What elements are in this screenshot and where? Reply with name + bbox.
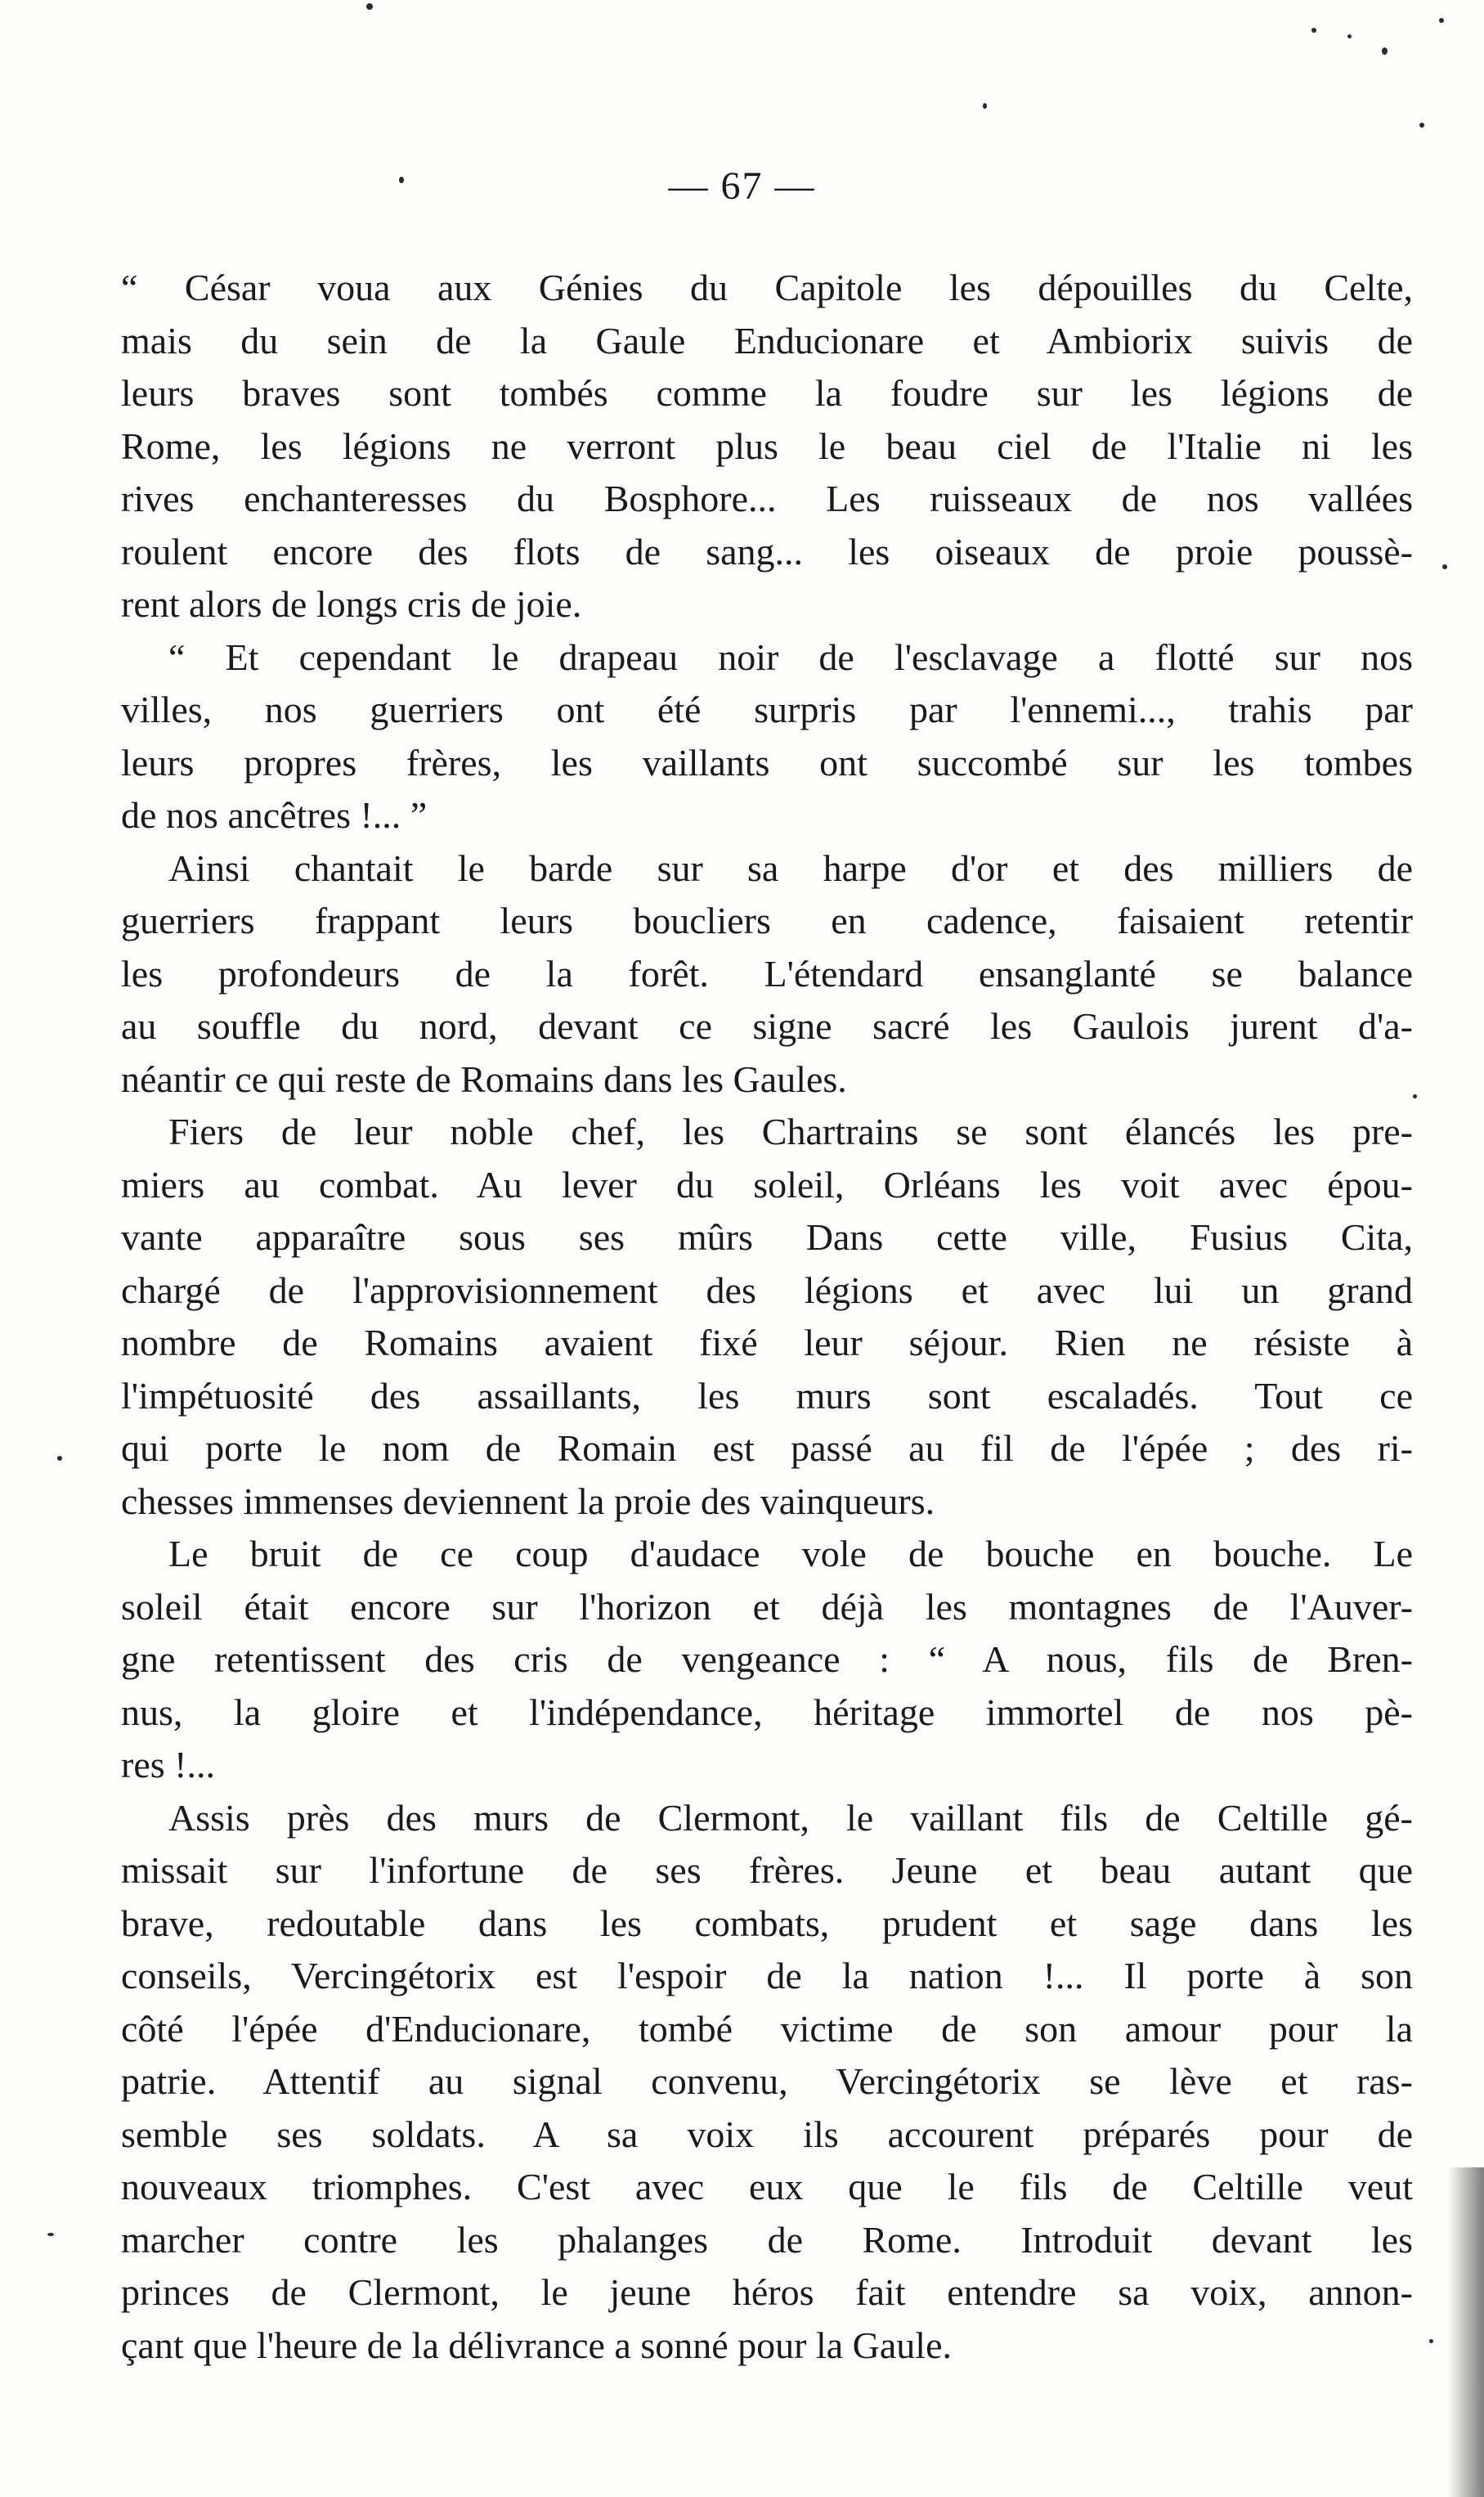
text-line: chargé de l'approvisionnement des légions et avec lui un grand: [121, 1269, 1413, 1311]
text-line: l'impétuosité des assaillants, les murs sont escaladés. Tout ce: [121, 1374, 1413, 1417]
text-line: patrie. Attentif au signal convenu, Vercingétorix se lève et ras-: [121, 2060, 1413, 2102]
scan-speck: [1382, 47, 1388, 55]
body-text: [121, 262, 1413, 2372]
text-line: “ César voua aux Génies du Capitole les dépouilles du Celte,: [121, 267, 1413, 308]
scan-speck: [366, 3, 373, 10]
text-line: rives enchanteresses du Bosphore... Les ruisseaux de nos vallées: [121, 478, 1413, 519]
page-number: — 67 —: [668, 164, 816, 208]
text-line: au souffle du nord, devant ce signe sacré les Gaulois jurent d'a-: [121, 1005, 1413, 1047]
paragraph: [121, 1792, 1413, 2373]
text-line: mais du sein de la Gaule Enducionare et Ambiorix suivis de: [121, 319, 1413, 362]
text-line: villes, nos guerriers ont été surpris par l'ennemi..., trahis par: [121, 689, 1413, 730]
text-line: rent alors de longs cris de joie.: [121, 583, 582, 625]
text-line: Ainsi chantait le barde sur sa harpe d'or et des milliers de: [168, 847, 1413, 889]
text-line: guerriers frappant leurs boucliers en cadence, faisaient retentir: [121, 900, 1413, 941]
page-edge-shadow: [1448, 2167, 1484, 2497]
text-line: “ Et cependant le drapeau noir de l'esclavage a flotté sur nos: [168, 635, 1413, 678]
text-line: néantir ce qui reste de Romains dans les Gaules.: [121, 1058, 847, 1100]
text-line: côté l'épée d'Enducionare, tombé victime de son amour pour la: [121, 2007, 1413, 2050]
scan-speck: [1442, 564, 1447, 569]
paragraph: [121, 262, 1413, 631]
paragraph: [121, 842, 1413, 1107]
scan-speck: [1413, 1094, 1417, 1098]
scan-speck: [57, 1456, 62, 1461]
scan-speck: [1347, 34, 1352, 38]
text-line: soleil était encore sur l'horizon et déjà les montagnes de l'Auver-: [121, 1585, 1413, 1628]
text-line: semble ses soldats. A sa voix ils accourent préparés pour de: [121, 2113, 1413, 2155]
text-line: nombre de Romains avaient fixé leur séjour. Rien ne résiste à: [121, 1322, 1413, 1363]
text-line: missait sur l'infortune de ses frères. Jeune et beau autant que: [121, 1849, 1413, 1891]
paragraph: [121, 1106, 1413, 1528]
text-line: Le bruit de ce coup d'audace vole de bouche en bouche. Le: [168, 1533, 1413, 1574]
text-line: conseils, Vercingétorix est l'espoir de la nation !... Il porte à son: [121, 1955, 1413, 1996]
text-line: qui porte le nom de Romain est passé au fil de l'épée ; des ri-: [121, 1427, 1413, 1469]
text-line: leurs propres frères, les vaillants ont succombé sur les tombes: [121, 741, 1413, 784]
scan-speck: [1439, 18, 1444, 23]
paragraph: [121, 1528, 1413, 1792]
text-line: leurs braves sont tombés comme la foudre sur les légions de: [121, 372, 1413, 414]
text-line: vante apparaître sous ses mûrs Dans cette ville, Fusius Cita,: [121, 1216, 1413, 1258]
text-line: les profondeurs de la forêt. L'étendard ensanglanté se balance: [121, 952, 1413, 995]
text-line: gne retentissent des cris de vengeance : “ A nous, fils de Bren-: [121, 1638, 1413, 1680]
text-line: nus, la gloire et l'indépendance, héritage immortel de nos pè-: [121, 1691, 1413, 1733]
text-line: chesses immenses deviennent la proie des vainqueurs.: [121, 1480, 935, 1522]
text-line: çant que l'heure de la délivrance a sonné pour la Gaule.: [121, 2324, 952, 2366]
text-line: nouveaux triomphes. C'est avec eux que le fils de Celtille veut: [121, 2166, 1413, 2207]
scan-speck: [1311, 28, 1316, 33]
scan-speck: [983, 103, 987, 109]
scan-speck: [399, 177, 404, 183]
text-line: Rome, les légions ne verront plus le beau ciel de l'Italie ni les: [121, 424, 1413, 467]
text-line: marcher contre les phalanges de Rome. Introduit devant les: [121, 2218, 1413, 2261]
text-line: roulent encore des flots de sang... les oiseaux de proie poussè-: [121, 530, 1413, 573]
scan-speck: [1419, 123, 1424, 128]
text-line: Assis près des murs de Clermont, le vaillant fils de Celtille gé-: [168, 1796, 1413, 1839]
text-line: princes de Clermont, le jeune héros fait entendre sa voix, annon-: [121, 2271, 1413, 2313]
paragraph: [121, 631, 1413, 842]
text-line: res !...: [121, 1744, 215, 1785]
text-line: de nos ancêtres !... ”: [121, 794, 428, 836]
text-line: miers au combat. Au lever du soleil, Orléans les voit avec épou-: [121, 1163, 1413, 1206]
scan-speck: [1429, 2339, 1433, 2343]
scan-speck: [47, 2233, 54, 2236]
text-line: Fiers de leur noble chef, les Chartrains se sont élancés les pre-: [168, 1111, 1413, 1152]
text-line: brave, redoutable dans les combats, prudent et sage dans les: [121, 1902, 1413, 1944]
